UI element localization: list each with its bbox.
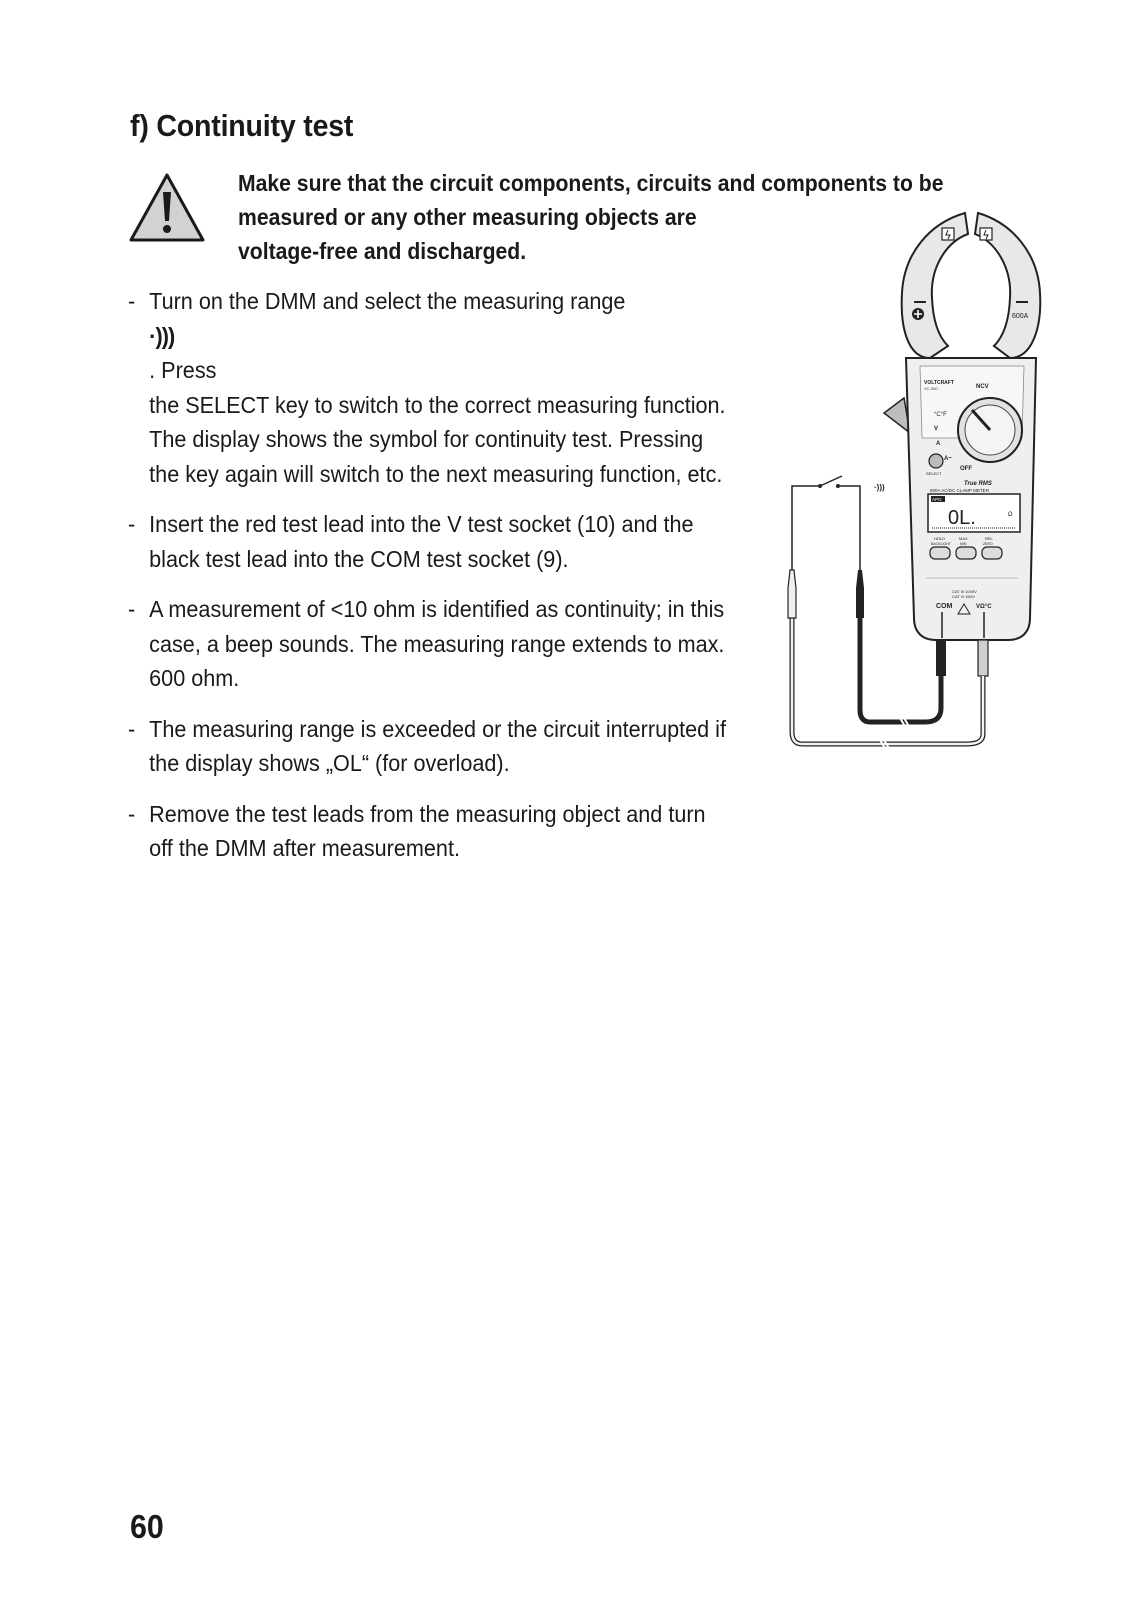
dial-amp-ac-label: A~ [944,456,952,462]
page-title: f) Continuity test [130,108,354,143]
vohm-label: VΩ°C [976,604,992,610]
dial-volt-label: V [934,426,939,432]
warning-line: voltage-free and discharged. [238,238,527,264]
brand-label: VOLTCRAFT [924,380,954,386]
instruction-list [128,284,735,882]
list-item [128,712,735,781]
warning-line: Make sure that the circuit components, circuits and components to be [238,170,944,196]
dial-temp-label: °C°F [934,412,947,418]
display-reading: 0L. [948,507,976,529]
clamp-meter-continuity-diagram [780,198,1080,768]
step-line: - A measurement of <10 ohm is identified as continuity; in this [149,596,725,622]
apo-label: APO [932,497,942,502]
continuity-symbol-icon: ·))) [149,322,175,349]
step-line: - Insert the red test lead into the V test socket (10) and the [149,511,694,537]
dial-amp-dc-label: A [936,441,941,447]
max-sub-label: MIN [960,542,967,546]
step-line: 600 ohm. [149,665,240,691]
cat-bottom-label: CAT IV 600V [952,594,975,599]
hold-label: HOLD [934,536,946,541]
step-line: the SELECT key to switch to the correct measuring function. [149,391,726,418]
dial-off-label: OFF [960,466,972,472]
page-number: 60 [130,1508,164,1545]
display-unit: Ω [1008,512,1013,518]
step-text: Turn on the DMM and select the measuring range [149,288,626,314]
max-button [956,547,976,559]
rel-label: REL [985,536,993,541]
meter-subtitle: 600A AC/DC CLAMP METER [930,488,989,493]
rel-button [982,547,1002,559]
hold-sub-label: BACKLIGHT [931,542,951,546]
step-line: the key again will switch to the next measuring function, etc. [149,460,723,487]
model-label: VC-590 [924,386,938,391]
list-item [128,797,735,866]
switch-circuit [792,476,885,538]
select-button [929,454,943,468]
cat-top-label: CAT III 1000V [952,589,977,594]
list-item [128,592,735,696]
true-rms-label: True RMS [964,481,992,487]
clamp-jaws [902,213,1041,358]
max-label: MAX [959,536,968,541]
step-line: the display shows „OL“ (for overload). [149,750,510,776]
step-line: - The measuring range is exceeded or the circuit interrupted if [149,715,726,742]
warning-line: measured or any other measuring objects are [238,204,697,230]
list-item [128,284,735,491]
svg-text:·))): ·))) [874,483,885,492]
step-text: . Press [149,357,217,383]
step-line: off the DMM after measurement. [149,835,460,861]
rel-sub-label: ZERO [983,542,993,546]
step-line: The display shows the symbol for continuity test. Pressing [149,426,704,452]
step-line: black test lead into the COM test socket (9). [149,545,569,572]
hold-button [930,547,950,559]
dial-ncv-label: NCV [976,384,989,390]
com-label: COM [936,603,953,610]
step-line [149,284,735,388]
step-line: case, a beep sounds. The measuring range extends to max. [149,630,725,657]
step-line: - Remove the test leads from the measuring object and turn [149,800,706,827]
jaw-rating-label: 600A [1012,313,1029,320]
warning-triangle-icon [128,172,206,244]
select-label: SELECT [926,471,942,476]
meter-body [906,358,1036,640]
list-item [128,507,735,576]
